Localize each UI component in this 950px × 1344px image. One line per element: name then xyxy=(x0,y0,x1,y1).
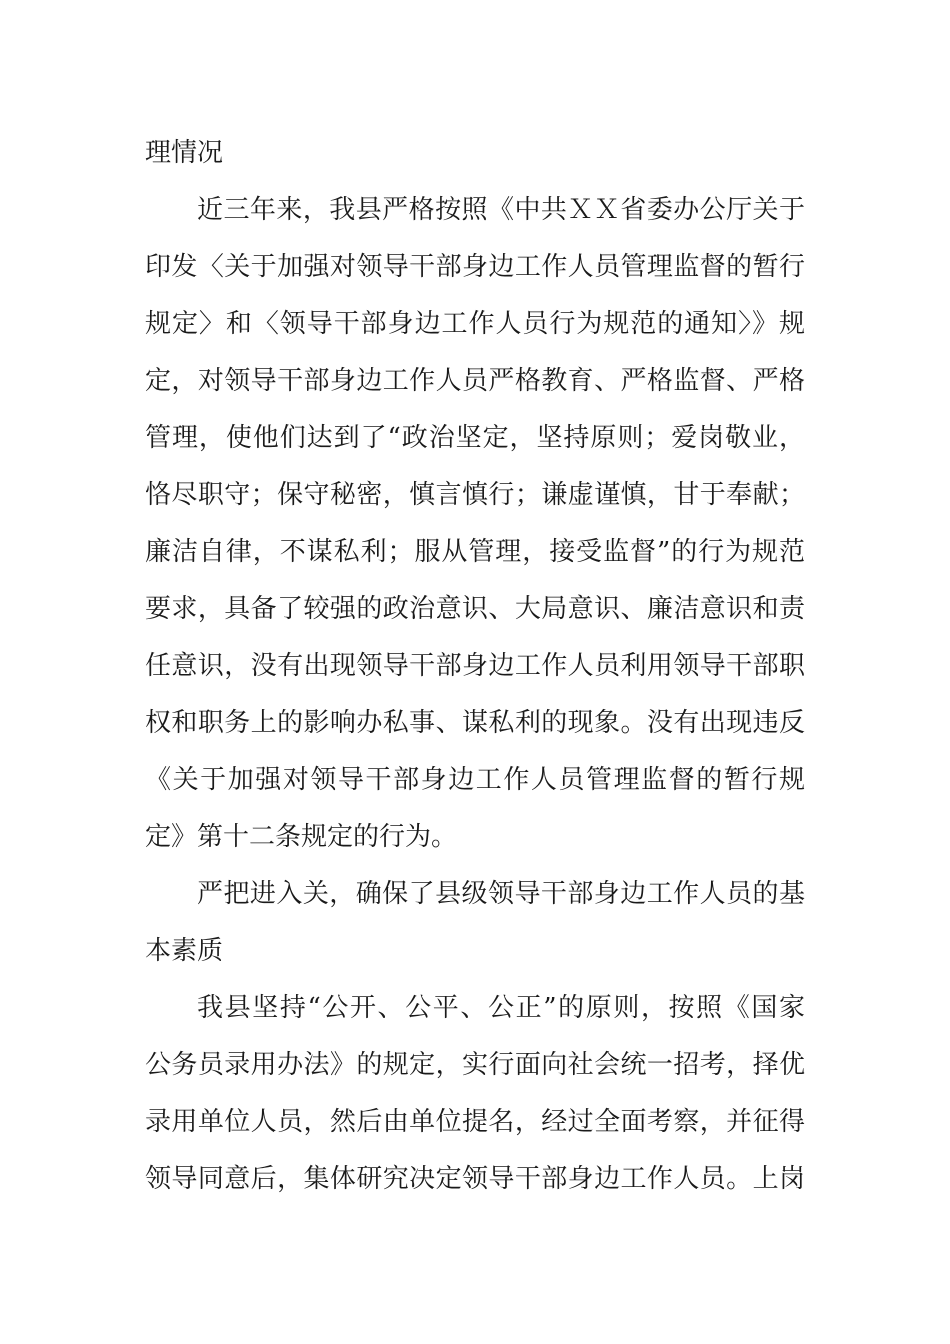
text-line xyxy=(0,646,950,686)
line-text: 管理，使他们达到了“政治坚定，坚持原则；爱岗敬业， xyxy=(145,423,806,453)
text-line xyxy=(0,304,950,344)
line-text: 要求，具备了较强的政治意识、大局意识、廉洁意识和责 xyxy=(145,594,806,624)
line-text: 本素质 xyxy=(145,936,224,966)
line-text: 任意识，没有出现领导干部身边工作人员利用领导干部职 xyxy=(145,651,806,681)
line-text: 定，对领导干部身边工作人员严格教育、严格监督、严格 xyxy=(145,366,806,396)
text-line xyxy=(0,418,950,458)
text-line xyxy=(0,817,950,857)
text-line xyxy=(0,760,950,800)
line-text: 《关于加强对领导干部身边工作人员管理监督的暂行规 xyxy=(145,765,807,795)
text-line xyxy=(0,874,950,914)
text-line xyxy=(0,1102,950,1142)
text-line xyxy=(0,532,950,572)
line-text: 定》第十二条规定的行为。 xyxy=(145,822,458,852)
text-line xyxy=(0,1045,950,1085)
text-line xyxy=(0,1159,950,1199)
text-line xyxy=(0,931,950,971)
line-text: 严把进入关，确保了县级领导干部身边工作人员的基 xyxy=(197,879,806,909)
text-line xyxy=(0,988,950,1028)
text-line xyxy=(0,475,950,515)
line-text: 规定〉和〈领导干部身边工作人员行为规范的通知〉》规 xyxy=(145,309,806,339)
line-text: 公务员录用办法》的规定，实行面向社会统一招考，择优 xyxy=(145,1050,806,1080)
line-text: 近三年来，我县严格按照《中共ＸＸ省委办公厅关于 xyxy=(197,195,806,225)
text-line xyxy=(0,703,950,743)
line-text: 领导同意后，集体研究决定领导干部身边工作人员。上岗 xyxy=(145,1164,806,1194)
line-text: 恪尽职守；保守秘密，慎言慎行；谦虚谨慎，甘于奉献； xyxy=(145,480,806,510)
line-text: 录用单位人员，然后由单位提名，经过全面考察，并征得 xyxy=(145,1107,806,1137)
line-text: 理情况 xyxy=(145,138,224,168)
text-line xyxy=(0,361,950,401)
line-text: 权和职务上的影响办私事、谋私利的现象。没有出现违反 xyxy=(145,708,806,738)
text-line xyxy=(0,247,950,287)
line-text: 印发〈关于加强对领导干部身边工作人员管理监督的暂行 xyxy=(145,252,806,282)
line-text: 我县坚持“公开、公平、公正”的原则，按照《国家 xyxy=(197,993,807,1023)
text-line xyxy=(0,589,950,629)
text-line xyxy=(0,190,950,230)
line-text: 廉洁自律，不谋私利；服从管理，接受监督”的行为规范 xyxy=(145,537,806,567)
text-line xyxy=(0,133,950,173)
